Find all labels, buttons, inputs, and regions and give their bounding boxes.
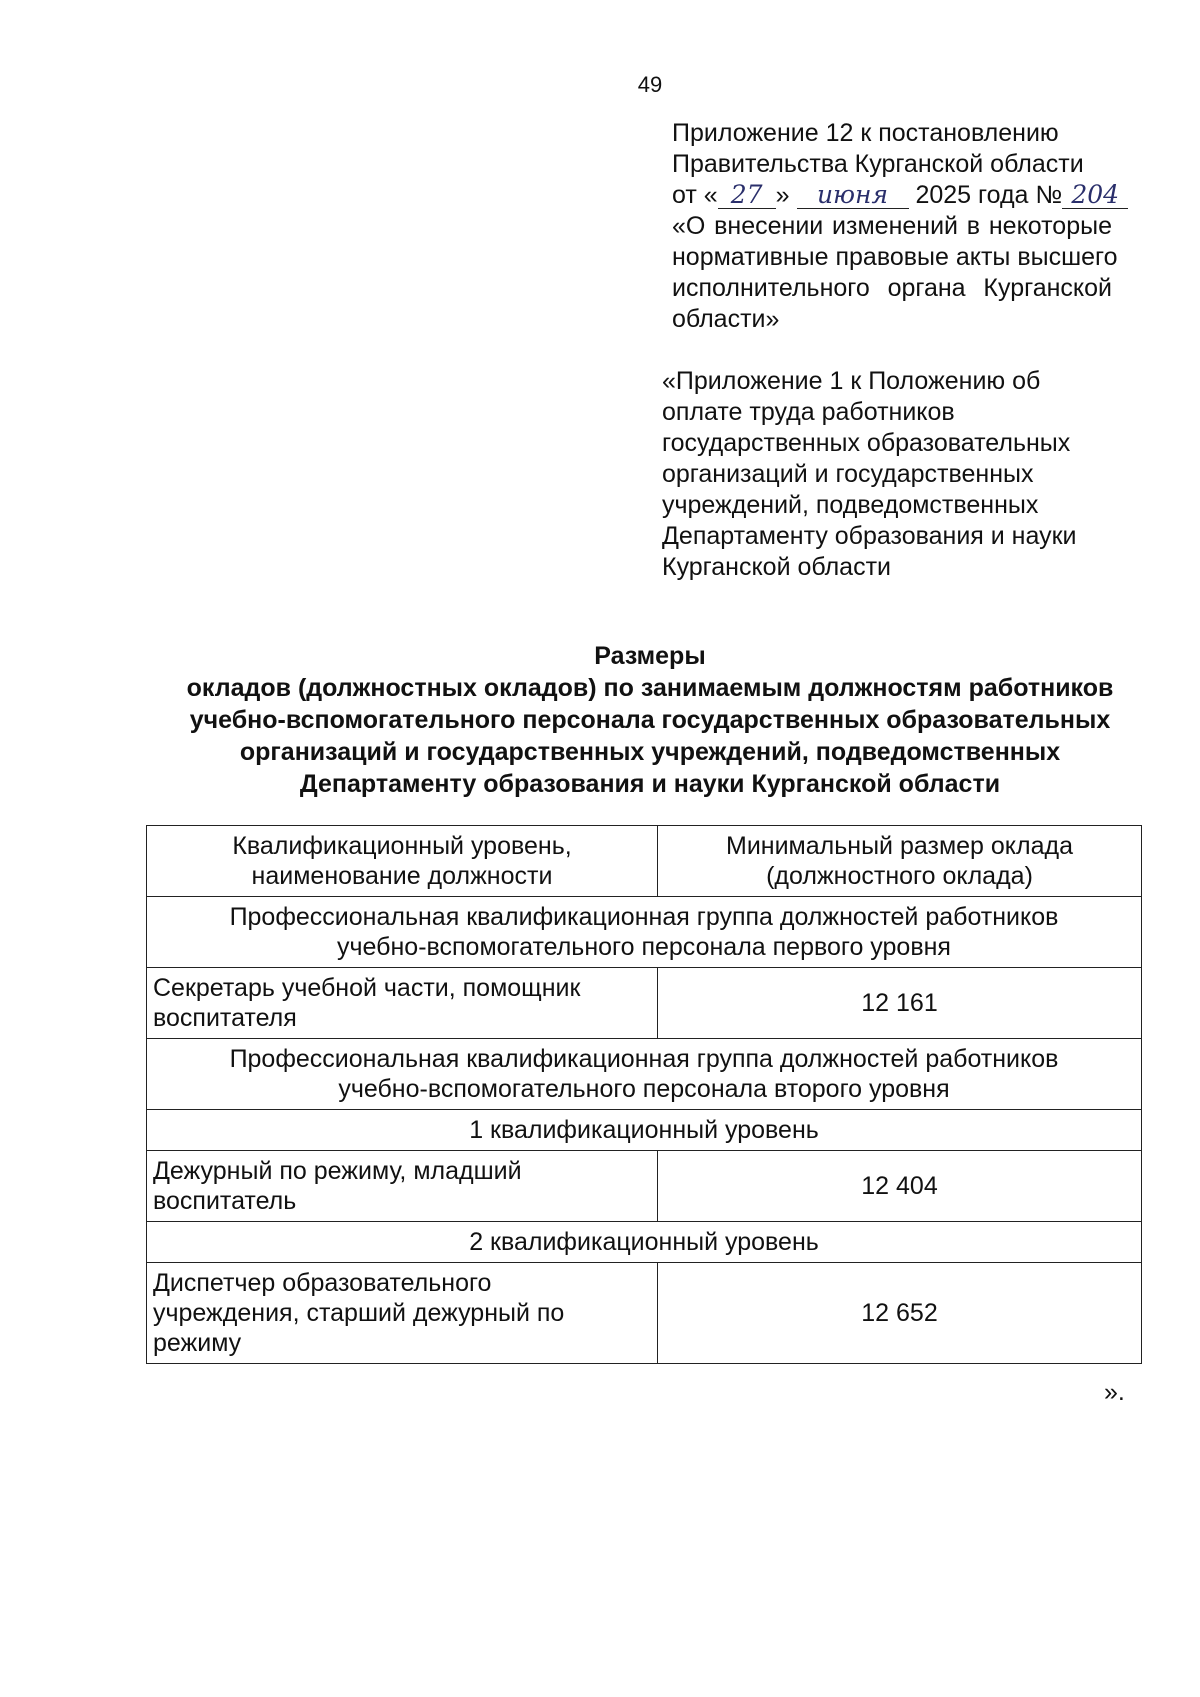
position-cell (147, 968, 658, 1039)
annex2-line-2: оплате труда работников (662, 398, 955, 426)
annex-subject-2: нормативные правовые акты высшего (672, 243, 1118, 271)
salary-table (146, 825, 1142, 1364)
header-col1-line1: Квалификационный уровень, (232, 832, 572, 860)
level-1-heading: 1 квалификационный уровень (147, 1110, 1142, 1151)
group-1-heading (147, 897, 1142, 968)
annex-1-reference (662, 366, 1142, 583)
annex2-line-4: организаций и государственных (662, 460, 1034, 488)
salary-cell: 12 161 (658, 968, 1142, 1039)
table-row (147, 968, 1142, 1039)
closing-quote: ». (1104, 1378, 1125, 1406)
position-cell (147, 1263, 658, 1364)
row3-pos-line3: режиму (153, 1329, 242, 1357)
title-line-4: организаций и государственных учреждений, подведомственных (239, 738, 1061, 766)
table-row (147, 1263, 1142, 1364)
row3-pos-line2: учреждения, старший дежурный по (153, 1299, 565, 1327)
header-col2-line2: (должностного оклада) (766, 862, 1033, 890)
title-line-5: Департаменту образования и науки Курганской области (299, 770, 1001, 798)
position-cell (147, 1151, 658, 1222)
row1-pos-line1: Секретарь учебной части, помощник (153, 974, 581, 1002)
group2-line1: Профессиональная квалификационная группа должностей работников (229, 1045, 1059, 1073)
row2-pos-line1: Дежурный по режиму, младший (153, 1157, 522, 1185)
table-header-row (147, 826, 1142, 897)
date-year: 2025 года № (915, 181, 1063, 209)
header-col1-line2: наименование должности (251, 862, 553, 890)
title-line-1: Размеры (594, 642, 706, 670)
salary-cell: 12 404 (658, 1151, 1142, 1222)
header-qualification-level (147, 826, 658, 897)
group-row (147, 1039, 1142, 1110)
header-minimum-salary (658, 826, 1142, 897)
page-number: 49 (637, 72, 663, 97)
date-prefix: от « (672, 181, 718, 209)
annex-line-2: Правительства Курганской области (672, 150, 1084, 178)
annex-date-line (672, 180, 1152, 211)
group-2-heading (147, 1039, 1142, 1110)
header-col2-line1: Минимальный размер оклада (726, 832, 1073, 860)
row2-pos-line2: воспитатель (153, 1187, 297, 1215)
annex2-line-1: «Приложение 1 к Положению об (662, 367, 1041, 395)
salary-cell: 12 652 (658, 1263, 1142, 1364)
table-row (147, 1151, 1142, 1222)
annex-subject-1: «О внесении изменений в некоторые (672, 212, 1112, 240)
row3-pos-line1: Диспетчер образовательного (153, 1269, 492, 1297)
annex2-line-5: учреждений, подведомственных (662, 491, 1039, 519)
row1-pos-line2: воспитателя (153, 1004, 297, 1032)
handwritten-month: июня (797, 182, 909, 209)
annex-subject-3: исполнительного органа Курганской (672, 274, 1112, 302)
title-line-3: учебно-вспомогательного персонала государственных образовательных (189, 706, 1111, 734)
handwritten-number: 204 (1062, 182, 1128, 209)
level-row (147, 1110, 1142, 1151)
annex2-line-3: государственных образовательных (662, 429, 1071, 457)
date-sep: » (775, 181, 790, 209)
level-2-heading: 2 квалификационный уровень (147, 1222, 1142, 1263)
group2-line2: учебно-вспомогательного персонала второго уровня (338, 1075, 950, 1103)
handwritten-day: 27 (718, 182, 776, 209)
title-line-2: окладов (должностных окладов) по занимаемым должностям работников (186, 674, 1114, 702)
group-row (147, 897, 1142, 968)
group1-line2: учебно-вспомогательного персонала первого уровня (337, 933, 951, 961)
level-row (147, 1222, 1142, 1263)
annex2-line-6: Департаменту образования и науки (662, 522, 1077, 550)
annex-subject-4: области» (672, 305, 780, 333)
document-title (100, 640, 1200, 800)
annex2-line-7: Курганской области (662, 553, 892, 581)
annex-line-1: Приложение 12 к постановлению (672, 119, 1059, 147)
annex-reference (672, 118, 1152, 335)
group1-line1: Профессиональная квалификационная группа должностей работников (229, 903, 1059, 931)
